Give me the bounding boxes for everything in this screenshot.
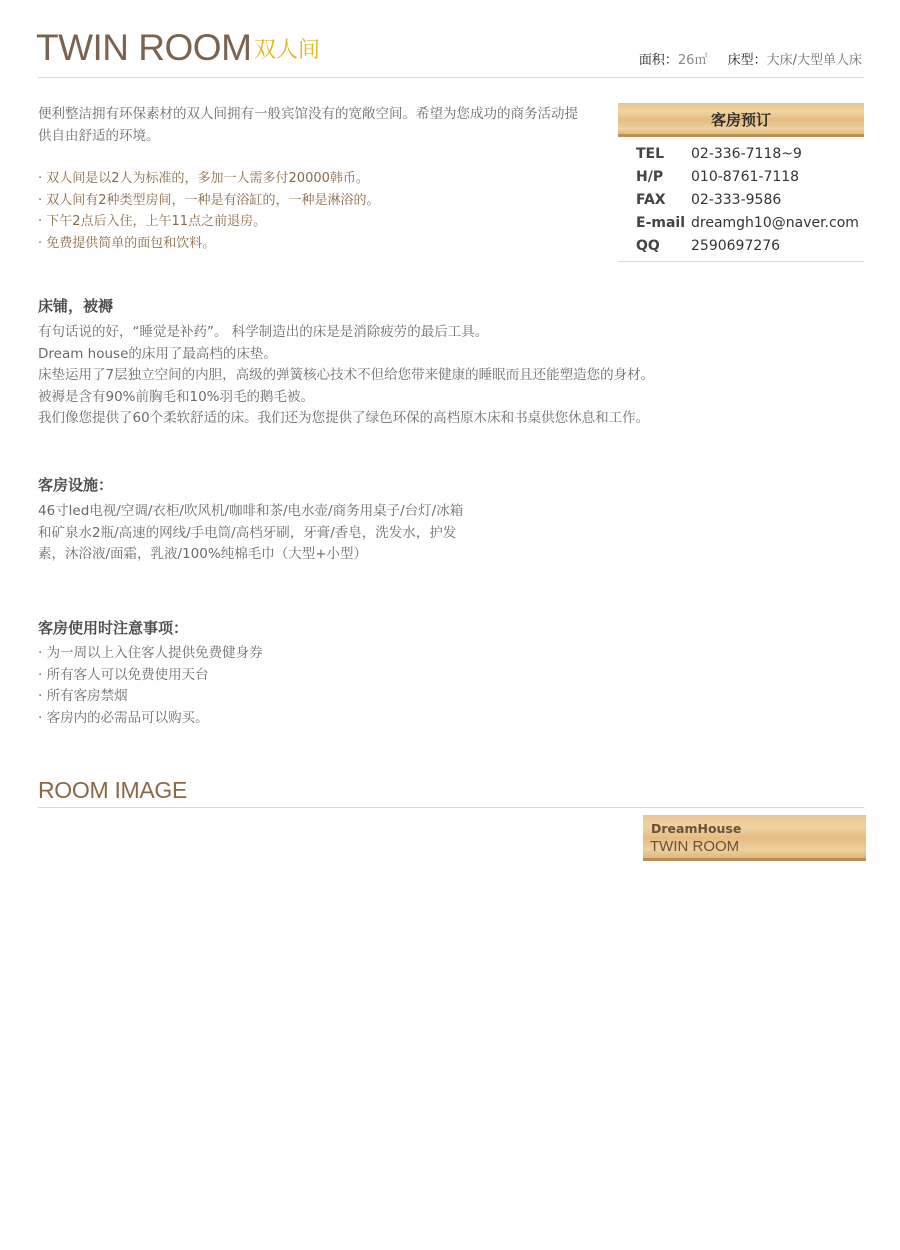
facilities-line: 46寸led电视/空调/衣柜/吹风机/咖啡和茶/电水壶/商务用桌子/台灯/冰箱 (38, 503, 464, 519)
notes-list (38, 643, 263, 729)
notes-title: 客房使用时注意事项： (38, 619, 189, 637)
facilities-line: 和矿泉水2瓶/高速的网线/手电筒/高档牙刷，牙膏/香皂，洗发水，护发 (38, 524, 457, 541)
intro-text: 便利整洁拥有环保素材的双人间拥有一般宾馆没有的宽敞空间。希望为您成功的商务活动提供自由舒适的环境。 (38, 106, 578, 144)
bed-value: 大床/大型单人床 (766, 53, 862, 68)
booking-title: 客房预订 (618, 103, 864, 137)
facilities-text (38, 501, 463, 566)
notes-item: · 所有客人可以免费使用天台 (38, 666, 209, 683)
header-divider (38, 77, 864, 78)
area-value: 26㎡ (677, 53, 708, 68)
intro-bullet: · 下午2点后入住，上午11点之前退房。 (38, 214, 267, 229)
intro-bullet: · 双人间是以2人为标准的，多加一人需多付20000韩币。 (38, 171, 369, 186)
booking-label: FAX (636, 192, 666, 208)
area-label: 面积： (638, 53, 678, 68)
notes-item: · 客房内的必需品可以购买。 (38, 709, 209, 726)
booking-value[interactable]: 010-8761-7118 (691, 169, 800, 185)
thumbnail-room-name: TWIN ROOM (650, 838, 740, 855)
booking-row-tel (636, 143, 864, 166)
booking-label: E-mail (636, 215, 686, 231)
booking-row-fax (636, 189, 864, 212)
booking-label: QQ (636, 238, 660, 254)
bedding-text (38, 322, 654, 430)
booking-row-email (636, 212, 864, 235)
notes-item: · 为一周以上入住客人提供免费健身券 (38, 645, 263, 661)
bedding-line: 床垫运用了7层独立空间的内胆，高级的弹簧核心技术不但给您带来健康的睡眠而且还能塑造您的身材。 (38, 367, 655, 383)
booking-box (618, 103, 864, 262)
intro-bullet: · 双人间有2种类型房间，一种是有浴缸的，一种是淋浴的。 (38, 192, 380, 208)
bedding-line: Dream house的床用了最高档的床垫。 (38, 345, 277, 362)
bedding-line: 被褥是含有90%前胸毛和10%羽毛的鹅毛被。 (38, 388, 315, 405)
booking-value[interactable]: dreamgh10@naver.com (691, 215, 859, 231)
room-image-divider (38, 807, 864, 808)
booking-row-qq (636, 235, 864, 258)
bedding-line: 有句话说的好，“睡觉是补药”。 科学制造出的床是是消除疲劳的最后工具。 (38, 324, 489, 340)
room-meta (639, 52, 862, 70)
room-image-title: ROOM IMAGE (38, 777, 188, 803)
booking-row-hp (636, 166, 864, 189)
booking-label: TEL (636, 146, 665, 162)
notes-item: · 所有客房禁烟 (38, 688, 128, 704)
room-thumbnail[interactable] (643, 815, 866, 861)
booking-value: 02-333-9586 (691, 192, 782, 208)
bedding-line: 我们像您提供了60个柔软舒适的床。我们还为您提供了绿色环保的高档原木床和书桌供您休息和工作。 (38, 410, 650, 426)
booking-label: H/P (636, 169, 664, 185)
page-subtitle: 双人间 (254, 38, 321, 63)
booking-value[interactable]: 02-336-7118~9 (691, 146, 802, 162)
bedding-title: 床铺，被褥 (38, 297, 114, 315)
booking-value: 2590697276 (691, 238, 781, 254)
facilities-title: 客房设施： (38, 476, 114, 494)
intro-bullet: · 免费提供简单的面包和饮料。 (38, 235, 216, 251)
bed-label: 床型： (727, 53, 767, 68)
page-title: TWIN ROOM (36, 27, 252, 68)
thumbnail-brand: DreamHouse (651, 821, 742, 836)
booking-contact-list (618, 137, 864, 258)
intro-bullets (38, 168, 583, 254)
facilities-line: 素，沐浴液/面霜，乳液/100%纯棉毛巾（大型+小型） (38, 546, 368, 562)
